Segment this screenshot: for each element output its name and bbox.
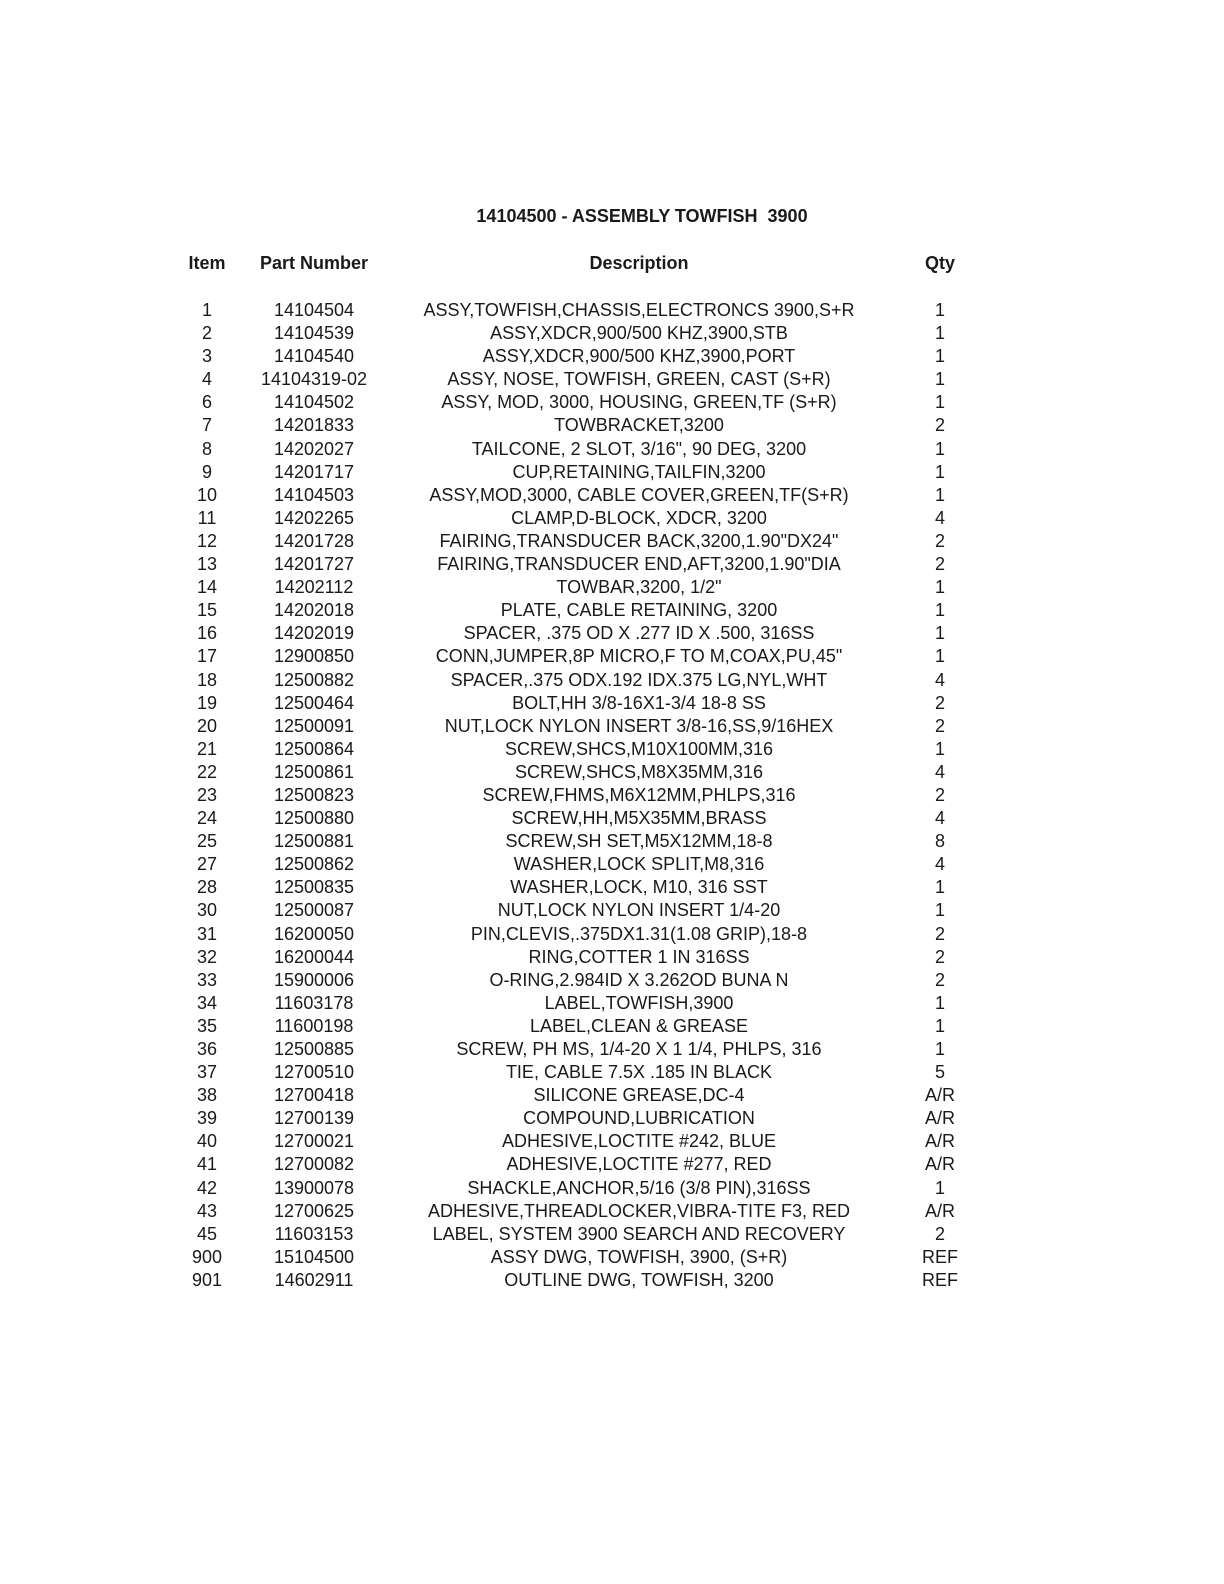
description: PIN,CLEVIS,.375DX1.31(1.08 GRIP),18-8	[470, 923, 808, 944]
table-row	[0, 1061, 1224, 1084]
item-number: 34	[196, 992, 218, 1013]
description: TOWBAR,3200, 1/2"	[556, 577, 722, 598]
item-number: 3	[201, 346, 212, 367]
table-row	[0, 692, 1224, 715]
table-row	[0, 1246, 1224, 1269]
description: CLAMP,D-BLOCK, XDCR, 3200	[511, 507, 767, 528]
table-row	[0, 969, 1224, 992]
table-row	[0, 391, 1224, 414]
description: SPACER, .375 OD X .277 ID X .500, 316SS	[463, 623, 815, 644]
quantity: 1	[934, 600, 945, 621]
page-title: 14104500 - ASSEMBLY TOWFISH 3900	[476, 206, 808, 226]
table-row	[0, 669, 1224, 692]
item-number: 22	[196, 761, 218, 782]
item-number: 1	[201, 300, 212, 320]
table-row	[0, 1084, 1224, 1107]
part-number: 14202027	[273, 438, 355, 459]
description: WASHER,LOCK SPLIT,M8,316	[513, 854, 765, 875]
column-header-part-number: Part Number	[259, 253, 369, 273]
quantity: 1	[934, 877, 945, 898]
description: TOWBRACKET,3200	[554, 415, 724, 436]
item-number: 8	[201, 438, 212, 459]
column-header-qty: Qty	[924, 253, 955, 273]
quantity: 1	[934, 900, 945, 921]
part-number: 12500091	[273, 715, 355, 736]
item-number: 25	[196, 831, 218, 852]
description: ASSY, MOD, 3000, HOUSING, GREEN,TF (S+R)	[441, 392, 837, 413]
description: SCREW,SH SET,M5X12MM,18-8	[505, 831, 773, 852]
table-row	[0, 1269, 1224, 1292]
item-number: 35	[196, 1015, 218, 1036]
part-number: 14202018	[273, 600, 355, 621]
part-number: 14201728	[273, 530, 355, 551]
part-number: 12500464	[273, 692, 355, 713]
part-number: 16200044	[273, 946, 355, 967]
table-row	[0, 1200, 1224, 1223]
part-number: 13900078	[273, 1177, 355, 1198]
table-row	[0, 715, 1224, 738]
description: TAILCONE, 2 SLOT, 3/16", 90 DEG, 3200	[471, 438, 807, 459]
item-number: 4	[201, 369, 212, 390]
item-number: 40	[196, 1131, 218, 1152]
quantity: A/R	[924, 1085, 955, 1106]
quantity: 1	[934, 392, 945, 413]
part-number: 16200050	[273, 923, 355, 944]
quantity: 1	[934, 461, 945, 482]
quantity: 1	[934, 323, 945, 344]
quantity: 5	[934, 1062, 945, 1083]
quantity: A/R	[924, 1108, 955, 1129]
part-number: 14602911	[274, 1269, 354, 1290]
part-number: 12500881	[273, 831, 355, 852]
part-number: 15104500	[273, 1246, 355, 1267]
column-header-description: Description	[589, 253, 689, 273]
table-row	[0, 530, 1224, 553]
table-row	[0, 576, 1224, 599]
table-row	[0, 761, 1224, 784]
description: NUT,LOCK NYLON INSERT 3/8-16,SS,9/16HEX	[444, 715, 834, 736]
table-row	[0, 599, 1224, 622]
part-number: 12700021	[273, 1131, 355, 1152]
description: CONN,JUMPER,8P MICRO,F TO M,COAX,PU,45"	[435, 646, 843, 667]
item-number: 41	[196, 1154, 218, 1175]
quantity: 8	[934, 831, 945, 852]
item-number: 7	[201, 415, 212, 436]
item-number: 2	[201, 323, 212, 344]
quantity: 2	[934, 1223, 945, 1244]
quantity: 4	[934, 808, 945, 829]
item-number: 9	[201, 461, 212, 482]
table-row	[0, 1130, 1224, 1153]
item-number: 10	[196, 484, 218, 505]
description: ASSY DWG, TOWFISH, 3900, (S+R)	[490, 1246, 788, 1267]
quantity: 2	[934, 784, 945, 805]
description: LABEL,CLEAN & GREASE	[529, 1015, 749, 1036]
table-row	[0, 645, 1224, 668]
description: SCREW,HH,M5X35MM,BRASS	[511, 808, 767, 829]
part-number: 12700082	[273, 1154, 355, 1175]
table-row	[0, 507, 1224, 530]
table-row	[0, 946, 1224, 969]
quantity: 1	[934, 300, 945, 320]
item-number: 12	[196, 530, 218, 551]
table-row	[0, 1107, 1224, 1130]
quantity: 1	[934, 623, 945, 644]
part-number: 11603153	[274, 1223, 354, 1244]
description: SCREW,FHMS,M6X12MM,PHLPS,316	[482, 784, 796, 805]
item-number: 31	[196, 923, 218, 944]
table-row	[0, 923, 1224, 946]
quantity: 1	[934, 484, 945, 505]
table-row	[0, 368, 1224, 391]
description: CUP,RETAINING,TAILFIN,3200	[512, 461, 766, 482]
part-number: 12500862	[273, 854, 355, 875]
table-row	[0, 807, 1224, 830]
description: TIE, CABLE 7.5X .185 IN BLACK	[505, 1062, 773, 1083]
table-row	[0, 438, 1224, 461]
table-row	[0, 414, 1224, 437]
item-number: 42	[196, 1177, 218, 1198]
part-number: 14104319-02	[260, 369, 368, 390]
table-row	[0, 622, 1224, 645]
table-row	[0, 461, 1224, 484]
part-number: 12700139	[273, 1108, 355, 1129]
item-number: 20	[196, 715, 218, 736]
part-number: 14104504	[273, 300, 355, 320]
item-number: 43	[196, 1200, 218, 1221]
item-number: 45	[196, 1223, 218, 1244]
part-number: 11603178	[274, 992, 354, 1013]
table-row	[0, 1153, 1224, 1176]
table-row	[0, 738, 1224, 761]
table-row	[0, 484, 1224, 507]
description: OUTLINE DWG, TOWFISH, 3200	[504, 1269, 774, 1290]
quantity: 2	[934, 415, 945, 436]
part-number: 11600198	[274, 1015, 354, 1036]
item-number: 900	[191, 1246, 223, 1267]
item-number: 36	[196, 1039, 218, 1059]
part-number: 12500864	[273, 738, 355, 759]
item-number: 19	[196, 692, 218, 713]
part-number: 12500823	[273, 784, 355, 805]
description: SCREW,SHCS,M10X100MM,316	[504, 738, 774, 759]
quantity: 1	[934, 646, 945, 667]
item-number: 27	[196, 854, 218, 875]
part-number: 12700625	[273, 1200, 355, 1221]
part-number: 14202112	[274, 577, 354, 598]
quantity: 4	[934, 669, 945, 690]
quantity: 2	[934, 923, 945, 944]
description: SHACKLE,ANCHOR,5/16 (3/8 PIN),316SS	[467, 1177, 811, 1198]
table-row	[0, 1177, 1224, 1200]
quantity: 2	[934, 715, 945, 736]
part-number: 14104540	[273, 346, 355, 367]
description: WASHER,LOCK, M10, 316 SST	[510, 877, 768, 898]
quantity: REF	[922, 1269, 958, 1290]
description: SCREW,SHCS,M8X35MM,316	[514, 761, 764, 782]
quantity: 4	[934, 507, 945, 528]
item-number: 28	[196, 877, 218, 898]
quantity: 1	[934, 369, 945, 390]
description: SCREW, PH MS, 1/4-20 X 1 1/4, PHLPS, 316	[456, 1039, 822, 1059]
item-number: 21	[196, 738, 218, 759]
quantity: 4	[934, 761, 945, 782]
table-row	[0, 553, 1224, 576]
part-number: 12900850	[273, 646, 355, 667]
part-number: 14104503	[273, 484, 355, 505]
part-number: 12500880	[273, 808, 355, 829]
description: COMPOUND,LUBRICATION	[523, 1108, 755, 1129]
description: ADHESIVE,LOCTITE #242, BLUE	[501, 1131, 777, 1152]
item-number: 15	[196, 600, 218, 621]
item-number: 901	[191, 1269, 223, 1290]
description: ADHESIVE,THREADLOCKER,VIBRA-TITE F3, RED	[427, 1200, 851, 1221]
quantity: 1	[934, 577, 945, 598]
description: SILICONE GREASE,DC-4	[533, 1085, 745, 1106]
column-header-item: Item	[188, 253, 226, 273]
part-number: 12700418	[273, 1085, 355, 1106]
quantity: 1	[934, 1039, 945, 1059]
part-number: 12500835	[273, 877, 355, 898]
quantity: 2	[934, 530, 945, 551]
item-number: 23	[196, 784, 218, 805]
description: ASSY,XDCR,900/500 KHZ,3900,PORT	[482, 346, 796, 367]
part-number: 14201727	[273, 554, 355, 575]
table-row	[0, 899, 1224, 922]
item-number: 6	[201, 392, 212, 413]
item-number: 30	[196, 900, 218, 921]
item-number: 37	[196, 1062, 218, 1083]
quantity: A/R	[924, 1154, 955, 1175]
quantity: A/R	[924, 1131, 955, 1152]
description: O-RING,2.984ID X 3.262OD BUNA N	[489, 969, 789, 990]
quantity: 2	[934, 946, 945, 967]
part-number: 12500882	[273, 669, 355, 690]
description: ASSY, NOSE, TOWFISH, GREEN, CAST (S+R)	[447, 369, 831, 390]
table-row	[0, 299, 1224, 322]
table-row	[0, 345, 1224, 368]
part-number: 12500861	[273, 761, 355, 782]
quantity: 1	[934, 346, 945, 367]
item-number: 14	[196, 577, 218, 598]
table-row	[0, 992, 1224, 1015]
description: NUT,LOCK NYLON INSERT 1/4-20	[497, 900, 781, 921]
item-number: 33	[196, 969, 218, 990]
quantity: 1	[934, 738, 945, 759]
part-number: 14201833	[273, 415, 355, 436]
table-row	[0, 853, 1224, 876]
item-number: 11	[197, 507, 217, 528]
description: BOLT,HH 3/8-16X1-3/4 18-8 SS	[512, 692, 766, 713]
part-number: 12500087	[273, 900, 355, 921]
item-number: 13	[196, 554, 218, 575]
part-number: 12500885	[273, 1039, 355, 1059]
description: ASSY,MOD,3000, CABLE COVER,GREEN,TF(S+R)	[429, 484, 849, 505]
parts-list	[0, 299, 1224, 1292]
quantity: 1	[934, 1015, 945, 1036]
item-number: 18	[196, 669, 218, 690]
description: PLATE, CABLE RETAINING, 3200	[500, 600, 778, 621]
item-number: 32	[196, 946, 218, 967]
quantity: 1	[934, 438, 945, 459]
quantity: 2	[934, 692, 945, 713]
quantity: A/R	[924, 1200, 955, 1221]
description: SPACER,.375 ODX.192 IDX.375 LG,NYL,WHT	[450, 669, 828, 690]
quantity: 4	[934, 854, 945, 875]
description: LABEL, SYSTEM 3900 SEARCH AND RECOVERY	[432, 1223, 846, 1244]
description: RING,COTTER 1 IN 316SS	[528, 946, 750, 967]
table-row	[0, 830, 1224, 853]
table-row	[0, 876, 1224, 899]
part-number: 14202019	[273, 623, 355, 644]
description: FAIRING,TRANSDUCER BACK,3200,1.90"DX24"	[439, 530, 839, 551]
part-number: 14104502	[273, 392, 355, 413]
item-number: 17	[196, 646, 218, 667]
item-number: 16	[196, 623, 218, 644]
description: ASSY,XDCR,900/500 KHZ,3900,STB	[490, 323, 788, 344]
part-number: 14104539	[273, 323, 355, 344]
item-number: 38	[196, 1085, 218, 1106]
quantity: 1	[934, 992, 945, 1013]
description: ASSY,TOWFISH,CHASSIS,ELECTRONCS 3900,S+R	[423, 300, 855, 320]
table-row	[0, 784, 1224, 807]
quantity: 1	[934, 1177, 945, 1198]
description: ADHESIVE,LOCTITE #277, RED	[506, 1154, 772, 1175]
part-number: 12700510	[273, 1062, 355, 1083]
description: FAIRING,TRANSDUCER END,AFT,3200,1.90"DIA	[437, 554, 841, 575]
part-number: 14201717	[273, 461, 355, 482]
quantity: 2	[934, 554, 945, 575]
item-number: 24	[196, 808, 218, 829]
table-row	[0, 1038, 1224, 1061]
part-number: 15900006	[273, 969, 355, 990]
description: LABEL,TOWFISH,3900	[544, 992, 734, 1013]
item-number: 39	[196, 1108, 218, 1129]
part-number: 14202265	[273, 507, 355, 528]
table-row	[0, 1015, 1224, 1038]
table-row	[0, 322, 1224, 345]
quantity: 2	[934, 969, 945, 990]
quantity: REF	[922, 1246, 958, 1267]
table-row	[0, 1223, 1224, 1246]
